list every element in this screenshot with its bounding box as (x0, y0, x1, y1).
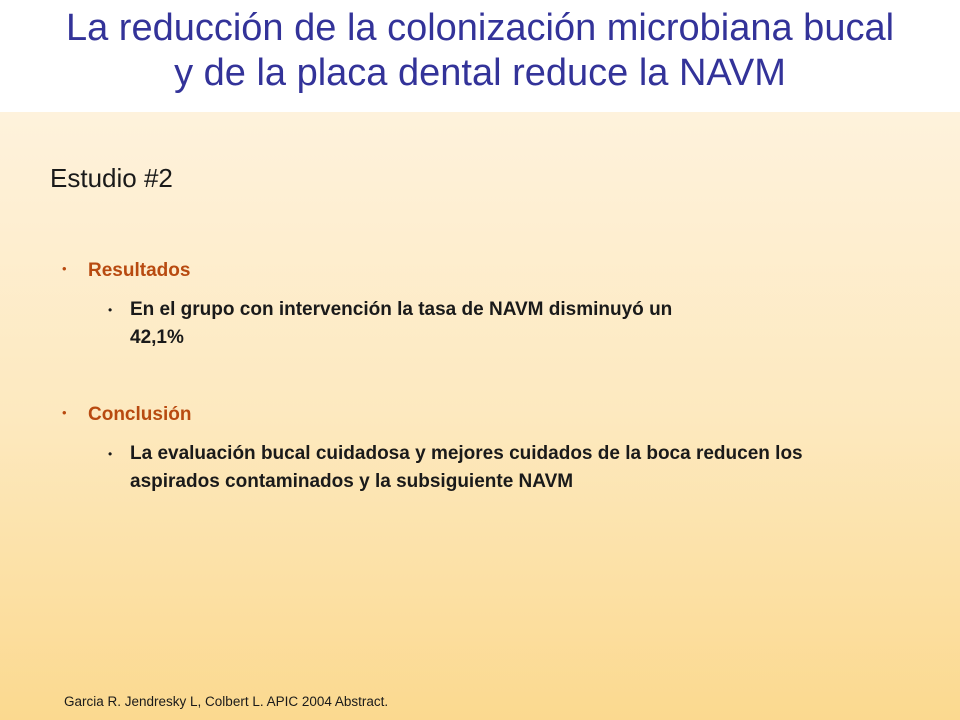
results-item-text: En el grupo con intervención la tasa de NAVM disminuyó un 42,1% (130, 299, 673, 348)
conclusion-item-text: La evaluación bucal cuidadosa y mejores cuidados de la boca reducen los aspirados contaminados y la subsiguiente NAVM (130, 443, 803, 492)
bullet-icon: • (108, 447, 113, 461)
slide-title (0, 6, 960, 96)
bullet-icon: • (62, 405, 67, 420)
conclusion-item (108, 440, 828, 496)
slide-title-line-2: y de la placa dental reduce la NAVM (174, 52, 786, 94)
slide-title-line-1: La reducción de la colonización microbiana bucal (65, 7, 895, 49)
results-item (108, 296, 828, 352)
section-heading-label: Resultados (88, 260, 191, 281)
bullet-icon: • (108, 303, 113, 317)
citation-footnote: Garcia R. Jendresky L, Colbert L. APIC 2004 Abstract. (64, 694, 389, 709)
study-subtitle: Estudio #2 (50, 163, 173, 193)
section-heading-label: Conclusión (88, 404, 192, 425)
title-band (0, 0, 960, 112)
bullet-icon: • (62, 261, 67, 276)
section-results-heading (62, 258, 190, 284)
section-conclusion-heading (62, 402, 191, 428)
